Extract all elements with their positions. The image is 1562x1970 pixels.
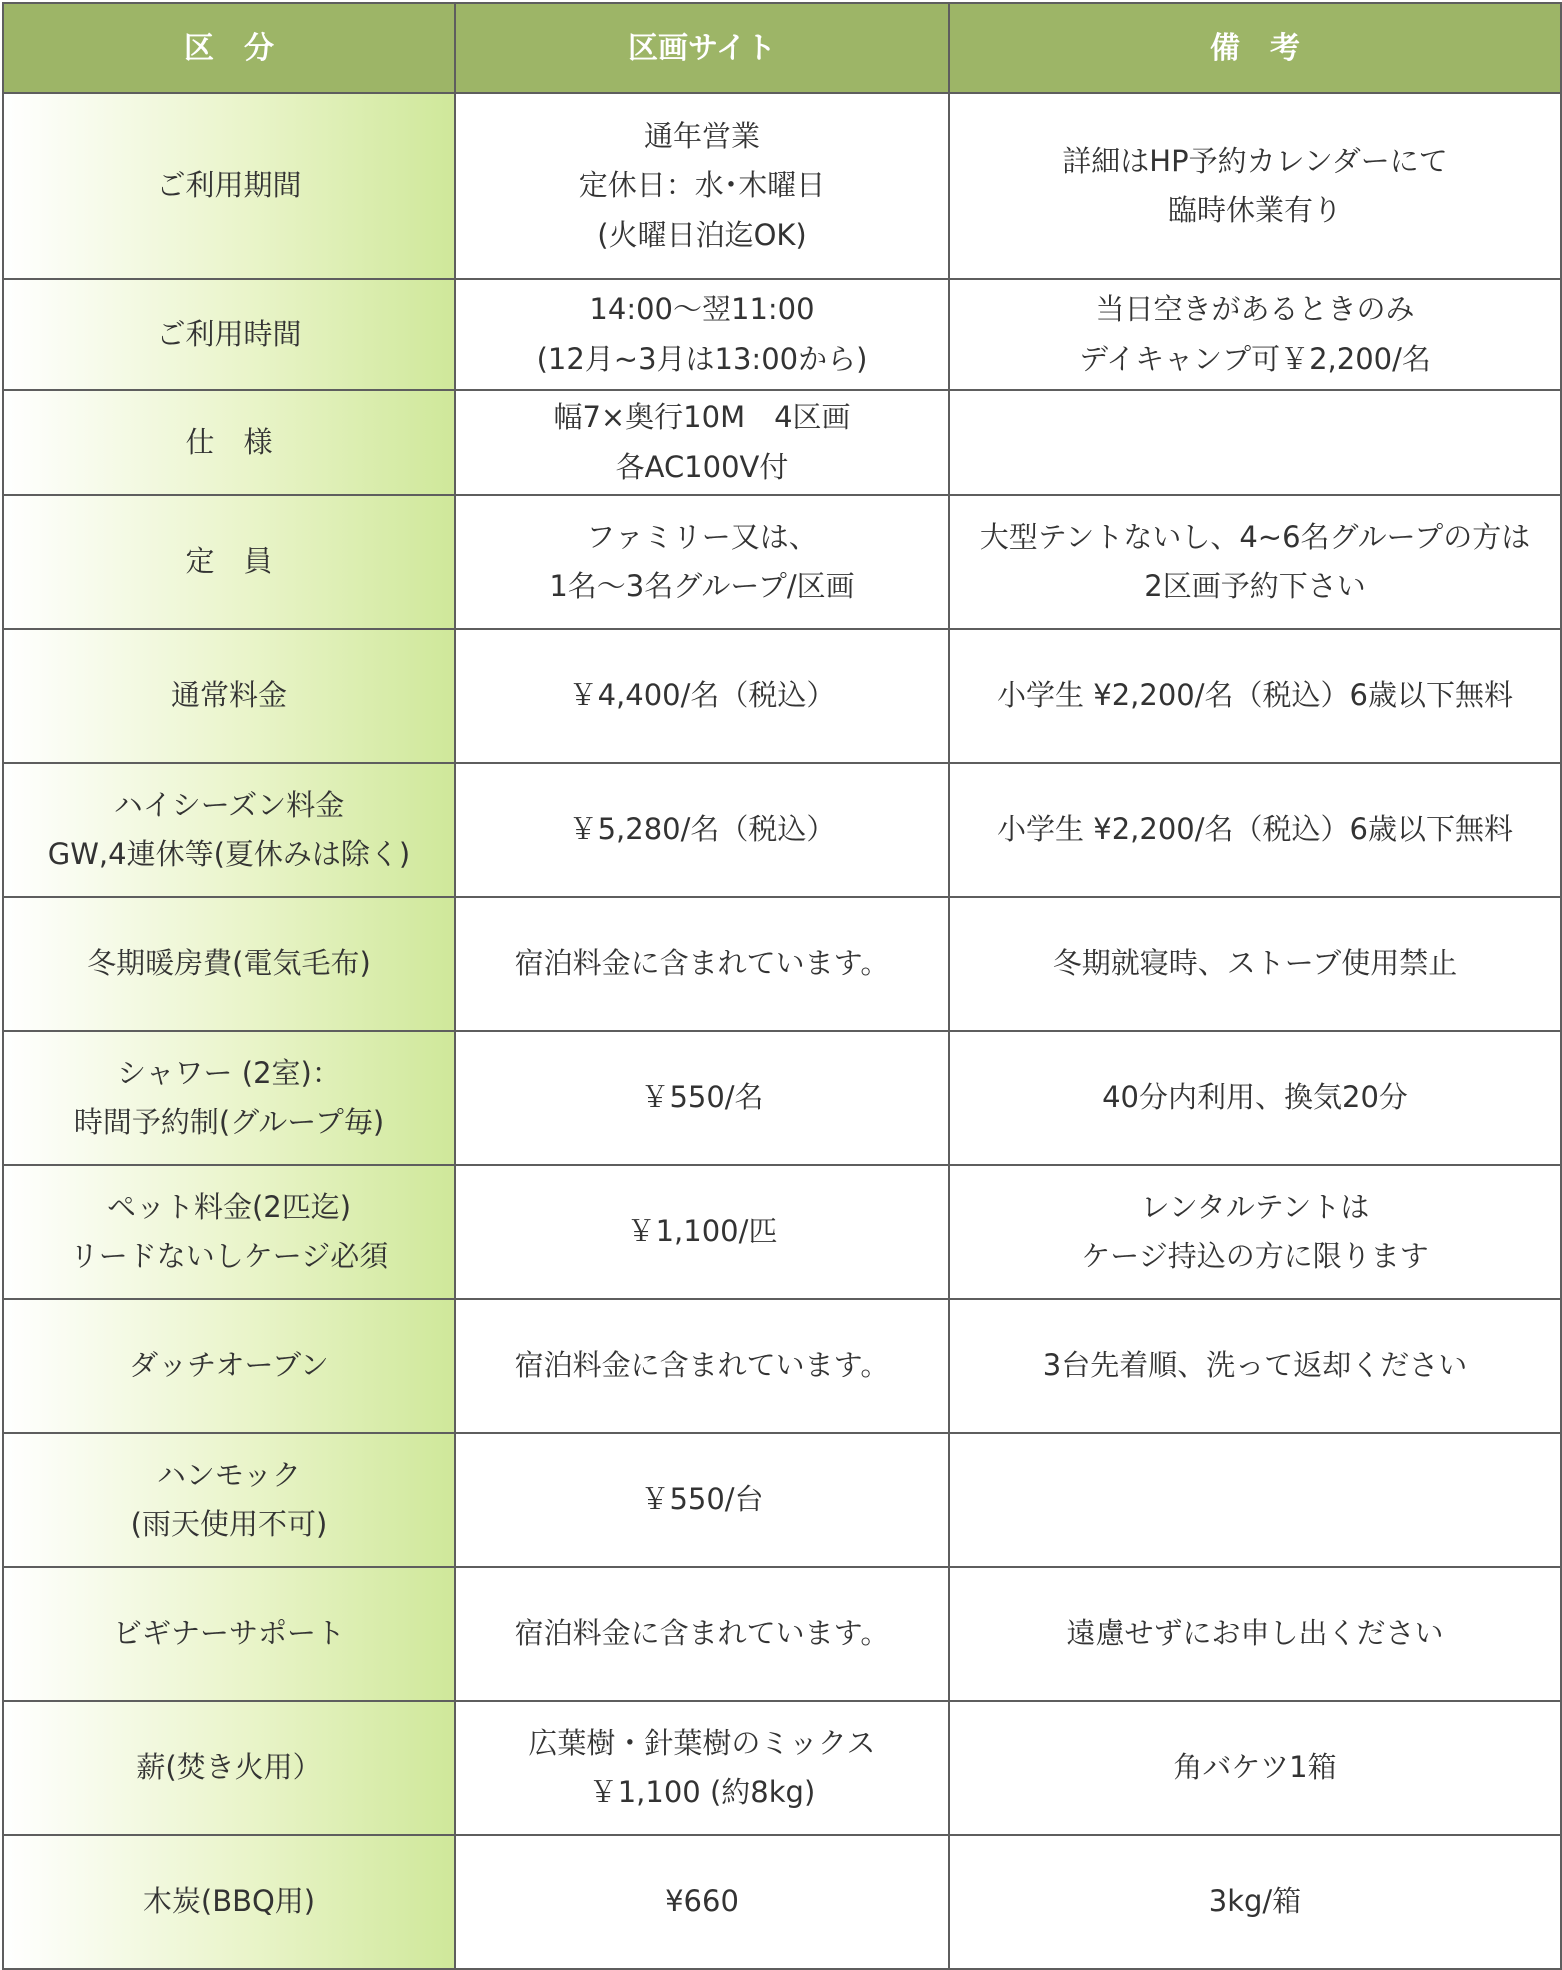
table-row	[3, 1165, 1561, 1299]
site-cell-line: ￥1,100 (約8kg)	[588, 1775, 816, 1809]
note-cell-line: 3台先着順、洗って返却ください	[1042, 1348, 1468, 1383]
category-cell-line: 薪(焚き火用）	[136, 1750, 322, 1785]
category-cell-line: リードないしケージ必須	[69, 1239, 389, 1273]
site-cell	[455, 1299, 949, 1433]
note-cell-line: 小学生 ¥2,200/名（税込）6歳以下無料	[997, 812, 1513, 847]
header-note: 備 考	[949, 3, 1561, 93]
category-cell	[3, 897, 455, 1031]
site-cell-line: ￥550/名	[640, 1080, 764, 1115]
category-cell-line: ご利用時間	[156, 316, 302, 351]
site-cell	[455, 1567, 949, 1701]
site-cell-line: ￥1,100/匹	[626, 1214, 778, 1249]
category-cell-line: 定 員	[185, 544, 273, 579]
category-cell-line: ビギナーサポート	[112, 1616, 345, 1651]
header-category: 区 分	[3, 3, 455, 93]
category-cell	[3, 1031, 455, 1165]
site-cell	[455, 763, 949, 897]
site-cell-line: 宿泊料金に含まれています。	[514, 1616, 890, 1651]
table-row	[3, 279, 1561, 390]
note-cell-line: 臨時休業有り	[1167, 193, 1342, 227]
category-cell	[3, 763, 455, 897]
note-cell-line: 大型テントないし、4~6名グループの方は	[979, 519, 1531, 554]
category-cell-line: ペット料金(2匹迄)	[106, 1189, 352, 1224]
site-cell	[455, 1701, 949, 1835]
site-cell-line: 広葉樹・針葉樹のミックス	[528, 1725, 876, 1760]
site-cell-line: 定休日：水･木曜日	[578, 168, 826, 203]
site-cell-line: ¥660	[665, 1884, 739, 1919]
note-cell-line: 遠慮せずにお申し出ください	[1066, 1616, 1444, 1651]
note-cell	[949, 1433, 1561, 1567]
category-cell-line: ご利用期間	[156, 168, 302, 203]
category-cell-line: 木炭(BBQ用)	[142, 1884, 316, 1919]
site-cell-line: 幅7×奥行10M 4区画	[553, 400, 851, 435]
note-cell	[949, 495, 1561, 629]
table-row	[3, 629, 1561, 763]
site-cell-line: ￥550/台	[640, 1482, 764, 1517]
header-site: 区画サイト	[455, 3, 949, 93]
site-cell-line: 宿泊料金に含まれています。	[514, 946, 890, 981]
category-cell	[3, 390, 455, 495]
site-cell-line: 通年営業	[643, 119, 760, 154]
category-cell	[3, 1433, 455, 1567]
note-cell-line: 3kg/箱	[1208, 1884, 1302, 1919]
table-row	[3, 1701, 1561, 1835]
table-body	[3, 93, 1561, 1969]
site-cell-line: (12月~3月は13:00から)	[536, 341, 868, 376]
note-cell	[949, 1567, 1561, 1701]
note-cell	[949, 1299, 1561, 1433]
site-cell	[455, 279, 949, 390]
site-cell	[455, 495, 949, 629]
note-cell-line: 小学生 ¥2,200/名（税込）6歳以下無料	[997, 678, 1513, 713]
site-cell-line: (火曜日泊迄OK)	[597, 217, 807, 252]
category-cell	[3, 495, 455, 629]
table-row	[3, 1031, 1561, 1165]
note-cell-line: 詳細はHP予約カレンダーにて	[1062, 143, 1448, 178]
category-cell-line: シャワー (2室)：	[117, 1055, 341, 1090]
category-cell-line: ダッチオーブン	[129, 1348, 329, 1383]
site-cell-line: 宿泊料金に含まれています。	[514, 1348, 890, 1383]
note-cell	[949, 763, 1561, 897]
note-cell	[949, 1701, 1561, 1835]
note-cell	[949, 897, 1561, 1031]
table-row	[3, 1299, 1561, 1433]
site-cell	[455, 897, 949, 1031]
note-cell	[949, 1165, 1561, 1299]
note-cell-line: 角バケツ1箱	[1173, 1750, 1337, 1785]
site-cell	[455, 390, 949, 495]
table-row	[3, 897, 1561, 1031]
table-row	[3, 93, 1561, 279]
category-cell-line: (雨天使用不可)	[130, 1507, 328, 1541]
site-cell-line: 1名〜3名グループ/区画	[549, 569, 855, 603]
table-row	[3, 390, 1561, 495]
site-cell	[455, 1031, 949, 1165]
site-cell-line: ￥4,400/名（税込）	[568, 678, 836, 713]
note-cell	[949, 1031, 1561, 1165]
category-cell-line: ハンモック	[156, 1457, 302, 1492]
site-cell	[455, 629, 949, 763]
note-cell-line: レンタルテントは	[1140, 1189, 1370, 1224]
category-cell	[3, 1567, 455, 1701]
pricing-table	[2, 2, 1562, 1970]
note-cell-line: 冬期就寝時、ストーブ使用禁止	[1052, 946, 1458, 981]
category-cell-line: ハイシーズン料金	[113, 787, 345, 822]
note-cell	[949, 390, 1561, 495]
category-cell	[3, 1835, 455, 1969]
note-cell	[949, 629, 1561, 763]
note-cell	[949, 279, 1561, 390]
site-cell	[455, 93, 949, 279]
site-cell	[455, 1835, 949, 1969]
category-cell-line: 仕 様	[185, 424, 273, 459]
site-cell	[455, 1433, 949, 1567]
category-cell-line: 時間予約制(グループ毎)	[73, 1105, 385, 1139]
category-cell	[3, 279, 455, 390]
note-cell	[949, 1835, 1561, 1969]
note-cell-line: デイキャンプ可￥2,200/名	[1079, 341, 1431, 376]
note-cell	[949, 93, 1561, 279]
site-cell-line: 14:00〜翌11:00	[589, 292, 815, 327]
category-cell	[3, 1165, 455, 1299]
category-cell-line: GW,4連休等(夏休みは除く)	[47, 837, 411, 871]
note-cell-line: ケージ持込の方に限ります	[1081, 1239, 1429, 1273]
category-cell-line: 冬期暖房費(電気毛布)	[87, 946, 371, 981]
note-cell-line: 2区画予約下さい	[1144, 569, 1366, 603]
category-cell	[3, 629, 455, 763]
category-cell-line: 通常料金	[170, 678, 287, 713]
table-row	[3, 763, 1561, 897]
header-row	[3, 3, 1561, 93]
table-row	[3, 1433, 1561, 1567]
note-cell-line: 40分内利用、換気20分	[1102, 1080, 1408, 1115]
note-cell-line: 当日空きがあるときのみ	[1095, 292, 1415, 327]
category-cell	[3, 1299, 455, 1433]
table-row	[3, 1567, 1561, 1701]
table-row	[3, 1835, 1561, 1969]
category-cell	[3, 93, 455, 279]
category-cell	[3, 1701, 455, 1835]
site-cell-line: ￥5,280/名（税込）	[568, 812, 836, 847]
site-cell-line: ファミリー又は、	[586, 519, 818, 554]
table-row	[3, 495, 1561, 629]
site-cell	[455, 1165, 949, 1299]
site-cell-line: 各AC100V付	[615, 449, 789, 484]
table-header	[3, 3, 1561, 93]
